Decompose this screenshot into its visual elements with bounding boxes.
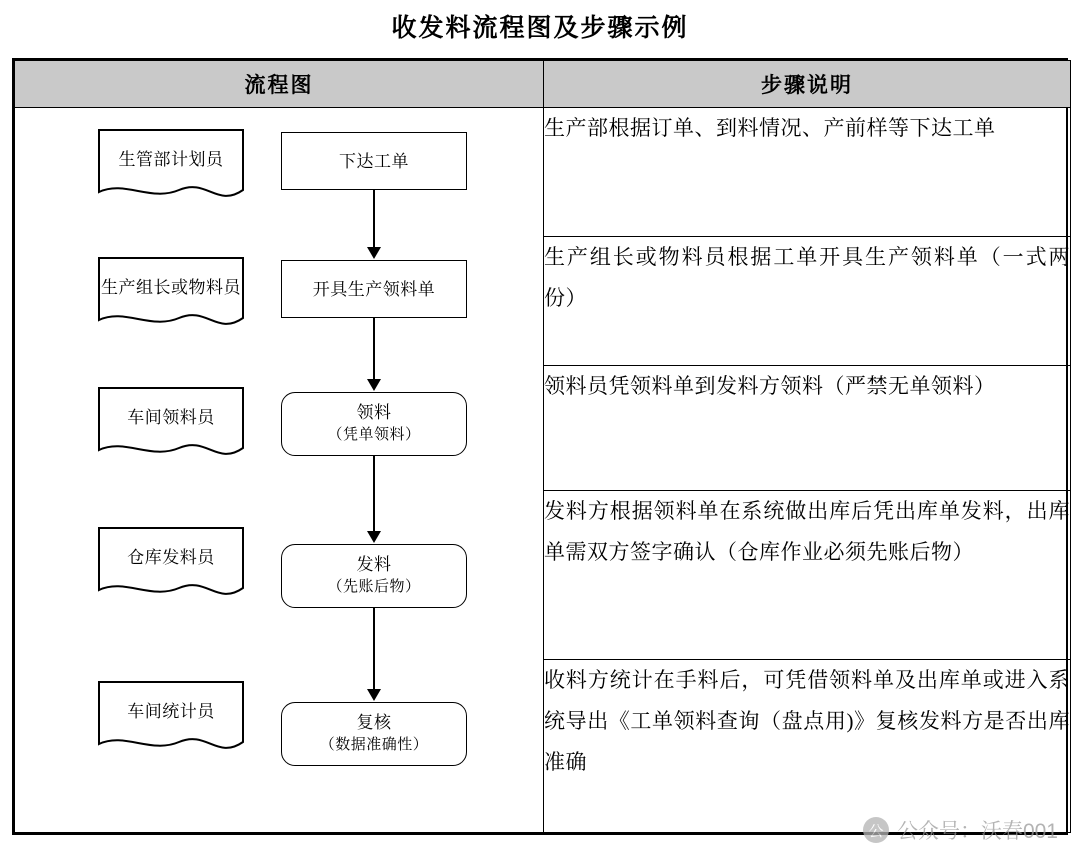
table-header-row: [15, 61, 1071, 108]
step-box-3-label: 领料: [356, 403, 392, 422]
role-shape-1: [97, 128, 245, 206]
page-title: 收发料流程图及步骤示例: [391, 15, 689, 42]
step-box-5[interactable]: [281, 702, 467, 766]
step-box-4[interactable]: [281, 544, 467, 608]
description-cell-4: 发料方根据领料单在系统做出库后凭出库单发料，出库单需双方签字确认（仓库作业必须先账后物）: [544, 491, 1071, 660]
watermark-badge-icon: 公: [863, 817, 889, 843]
step-box-2-label: 开具生产领料单: [312, 279, 436, 299]
step-box-4-label: 发料: [356, 555, 392, 574]
description-cell-1: 生产部根据订单、到料情况、产前样等下达工单: [544, 108, 1071, 237]
arrow-2-to-3: [373, 318, 375, 380]
step-box-5-label: 复核: [356, 713, 392, 732]
role-shape-4: [97, 526, 245, 604]
header-description: 步骤说明: [544, 61, 1071, 108]
role-label-3: 车间领料员: [127, 408, 215, 427]
arrow-3-to-4: [373, 456, 375, 532]
step-box-3-sublabel: （凭单领料）: [327, 427, 421, 443]
description-cell-5: 收料方统计在手料后，可凭借领料单及出库单或进入系统导出《工单领料查询（盘点用)》复核发料方是否出库准确: [544, 660, 1071, 833]
arrow-1-to-2: [373, 190, 375, 248]
role-label-4: 仓库发料员: [127, 548, 215, 567]
table-body-row: [15, 108, 1071, 237]
step-box-5-sublabel: （数据准确性）: [319, 737, 429, 753]
role-label-1: 生管部计划员: [118, 150, 224, 169]
flowchart-cell: [15, 108, 544, 833]
role-label-5: 车间统计员: [127, 702, 215, 721]
role-shape-2: [97, 256, 245, 334]
role-shape-5: [97, 680, 245, 758]
flow-table-container: [12, 58, 1068, 835]
step-box-1-label: 下达工单: [339, 151, 409, 171]
header-flow: 流程图: [15, 61, 544, 108]
description-cell-2: 生产组长或物料员根据工单开具生产领料单（一式两份）: [544, 237, 1071, 366]
role-label-2: 生产组长或物料员: [101, 278, 241, 297]
step-box-3[interactable]: [281, 392, 467, 456]
description-cell-3: 领料员凭领料单到发料方领料（严禁无单领料）: [544, 366, 1071, 491]
flow-table: [14, 60, 1071, 833]
step-box-4-sublabel: （先账后物）: [327, 579, 421, 595]
step-box-2[interactable]: [281, 260, 467, 318]
arrow-4-to-5: [373, 608, 375, 690]
watermark-text: 公众号：沃春001: [896, 820, 1058, 843]
flowchart-canvas: [15, 108, 543, 832]
step-box-1[interactable]: [281, 132, 467, 190]
role-shape-3: [97, 386, 245, 464]
